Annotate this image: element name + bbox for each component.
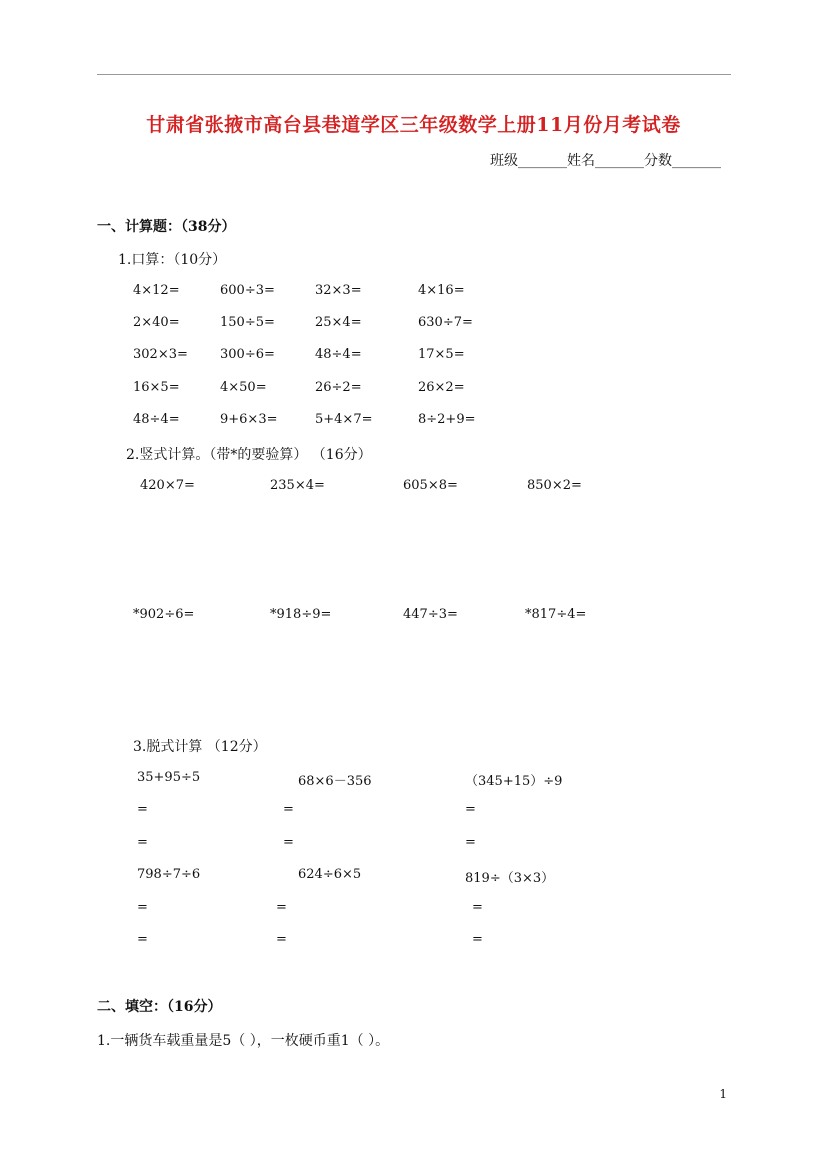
equals-line: = [137,835,148,850]
equals-line: = [472,900,483,915]
oral-item: 5+4×7= [315,412,373,427]
part1-label: 1.口算：（10分） [118,252,227,268]
oral-item: 630÷7= [418,315,473,330]
vertical-item: *817÷4= [525,607,587,622]
stepwise-expression: 624÷6×5 [298,867,362,882]
vertical-item: 420×7= [140,478,195,493]
header-rule [97,74,731,75]
vertical-item: *902÷6= [133,607,195,622]
oral-item: 600÷3= [220,283,275,298]
oral-item: 150÷5= [220,315,275,330]
oral-item: 4×12= [133,283,180,298]
stepwise-expression: 68×6－356 [298,774,372,789]
equals-line: = [283,835,294,850]
vertical-item: 850×2= [527,478,582,493]
stepwise-expression: （345+15）÷9 [465,774,563,789]
equals-line: = [472,932,483,947]
vertical-item: 447÷3= [403,607,458,622]
oral-item: 26÷2= [315,380,362,395]
equals-line: = [283,802,294,817]
stepwise-expression: 819÷（3×3） [465,871,555,886]
page-number: 1 [719,1087,727,1101]
equals-line: = [137,932,148,947]
oral-item: 8÷2+9= [418,412,476,427]
oral-item: 300÷6= [220,347,275,362]
oral-item: 48÷4= [133,412,180,427]
oral-item: 32×3= [315,283,362,298]
stepwise-expression: 798÷7÷6 [137,867,201,882]
section1-heading: 一、计算题：（38分） [97,219,236,235]
part2-label: 2.竖式计算。（带*的要验算） （16分） [126,447,372,463]
equals-line: = [276,932,287,947]
oral-item: 17×5= [418,347,465,362]
vertical-item: 605×8= [403,478,458,493]
stepwise-expression: 35+95÷5 [137,770,201,785]
fill-blank-question-1: 1.一辆货车载重量是5（ ），一枚硬币重1（ ）。 [97,1033,390,1049]
equals-line: = [465,802,476,817]
oral-item: 4×16= [418,283,465,298]
student-info-line: 班级_______姓名_______分数_______ [490,153,721,169]
part3-label: 3.脱式计算 （12分） [133,739,267,755]
oral-item: 9+6×3= [220,412,278,427]
oral-item: 302×3= [133,347,188,362]
equals-line: = [137,802,148,817]
oral-item: 25×4= [315,315,362,330]
equals-line: = [137,900,148,915]
oral-item: 48÷4= [315,347,362,362]
vertical-item: *918÷9= [270,607,332,622]
vertical-item: 235×4= [270,478,325,493]
oral-item: 2×40= [133,315,180,330]
equals-line: = [465,835,476,850]
oral-item: 26×2= [418,380,465,395]
section2-heading: 二、填空：（16分） [97,999,222,1015]
oral-item: 4×50= [220,380,267,395]
equals-line: = [276,900,287,915]
page-title: 甘肃省张掖市高台县巷道学区三年级数学上册11月份月考试卷 [146,114,681,136]
oral-item: 16×5= [133,380,180,395]
